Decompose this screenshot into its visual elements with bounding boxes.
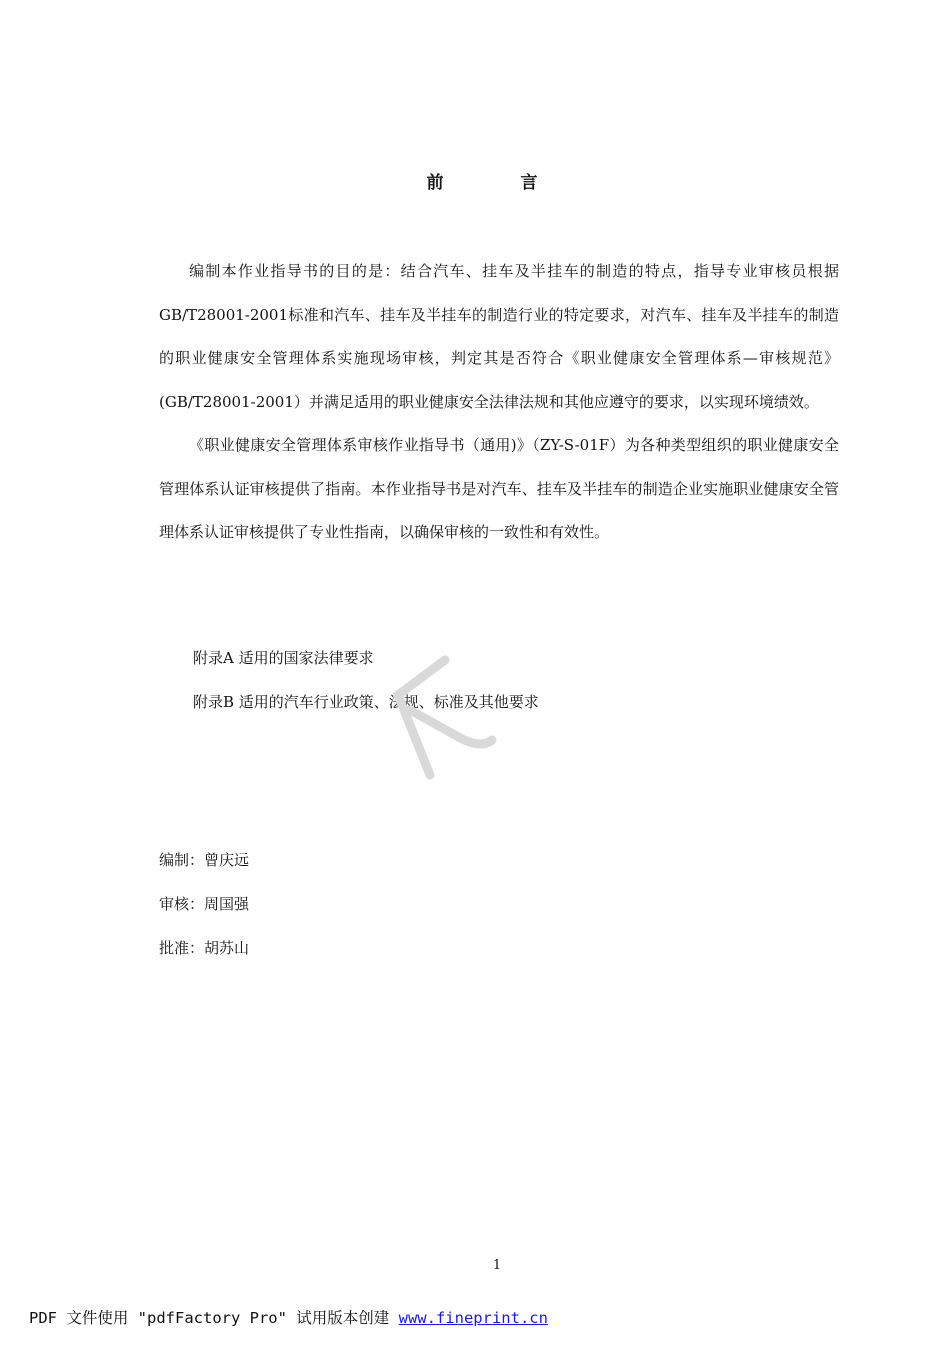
signoff-approver: 批准：胡苏山 [159, 939, 250, 957]
footer-text: PDF 文件使用 "pdfFactory Pro" 试用版本创建 [29, 1309, 399, 1327]
footer-link[interactable]: www.fineprint.cn [398, 1309, 548, 1327]
paragraph-purpose: 编制本作业指导书的目的是：结合汽车、挂车及半挂车的制造的特点，指导专业审核员根据GB/T28001-2001标准和汽车、挂车及半挂车的制造行业的特定要求，对汽车、挂车及半挂车的制造的职业健康安全管理体系实施现场审核，判定其是否符合《职业健康安全管理体系—审核规范》(GB/T28001-2001）并满足适用的职业健康安全法律法规和其他应遵守的要求，以实现环境绩效。 [159, 262, 839, 411]
watermark-letter-icon [390, 640, 520, 800]
appendix-item-a: 附录A 适用的国家法律要求 [193, 649, 374, 667]
pdf-footer [29, 1306, 548, 1328]
signoff-block [159, 838, 249, 970]
preface-body [159, 250, 839, 555]
page-title: 前 言 [426, 173, 568, 193]
signoff-reviewer: 审核：周国强 [159, 895, 250, 913]
paragraph-guide: 《职业健康安全管理体系审核作业指导书（通用)》（ZY-S-01F）为各种类型组织的职业健康安全管理体系认证审核提供了指南。本作业指导书是对汽车、挂车及半挂车的制造企业实施职业健康安全管理体系认证审核提供了专业性指南，以确保审核的一致性和有效性。 [159, 436, 839, 541]
appendix-item-b: 附录B 适用的汽车行业政策、法规、标准及其他要求 [193, 693, 539, 711]
page-number: 1 [492, 1258, 502, 1273]
signoff-editor: 编制：曾庆远 [159, 851, 250, 869]
